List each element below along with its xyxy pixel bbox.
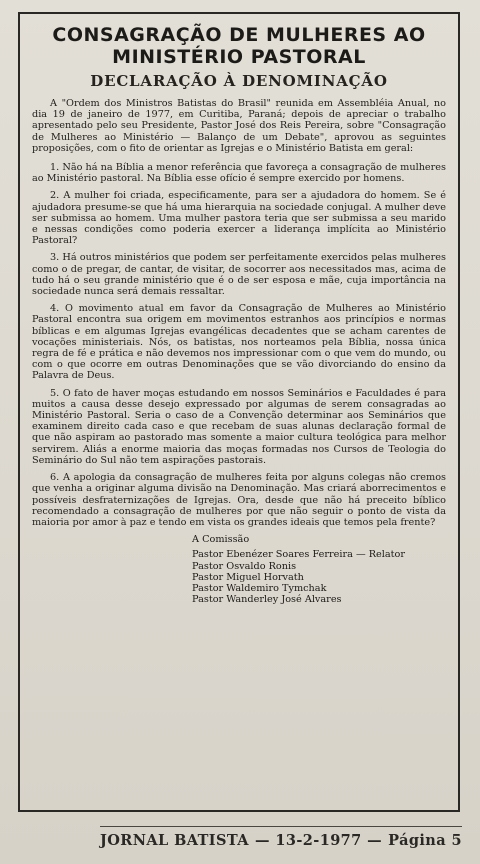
article-subtitle: DECLARAÇÃO À DENOMINAÇÃO [90,72,388,90]
point-5: 5. O fato de haver moças estudando em nossos Seminários e Faculdades é para muitos a causa desse desejo expressado por algumas de serem consagradas ao Ministério Pastoral. Seria o caso de a Convenção determinar aos Seminários que examinem direito cada caso e que recebam de suas alunas declaração formal de que não aspiram ao pastorado mas somente a maior cultura teológica para melhor servirem. Aliás a enorme maioria das moças formadas nos Cursos de Teologia do Seminário do Sul não tem aspirações pastorais. [32,387,446,466]
point-3: 3. Há outros ministérios que podem ser perfeitamente exercidos pelas mulheres como o de pregar, de cantar, de visitar, de socorrer aos necessitados mas, acima de tudo há o seu grande ministério que é o de ser esposa e mãe, cuja importância na sociedade nunca será demais ressaltar. [32,252,446,298]
article-body [32,98,446,528]
article-title [32,24,446,68]
footer-publication: JORNAL BATISTA [100,832,249,849]
page-footer [100,832,462,849]
point-4: 4. O movimento atual em favor da Consagração de Mulheres ao Ministério Pastoral encontra sua origem em movimentos estranhos aos princípios e normas bíblicas e em algumas Igrejas evangélicas decadentes que se acham carentes de vocações ministeriais. Nós, os batistas, nos norteamos pela Bíblia, nossa única regra de fé e prática e não devemos nos impressionar com o que vem do mundo, ou com o que ocorre em outras Denominações que se vão divorciando do ensino da Palavra de Deus. [32,303,446,382]
point-2: 2. A mulher foi criada, especificamente, para ser a ajudadora do homem. Se é ajudadora presume-se que há uma hierarquia na sociedade conjugal. A mulher deve ser submissa ao homem. Uma mulher pastora teria que ser submissa a seu marido e nessas condições como poderia exercer a liderança implícita ao Ministério Pastoral? [32,190,446,247]
article-frame [18,12,460,812]
intro-paragraph: A "Ordem dos Ministros Batistas do Brasil" reunida em Assembléia Anual, no dia 19 de janeiro de 1977, em Curitiba, Paraná; depois de apreciar o trabalho apresentado pelo seu Presidente, Pastor José dos Reis Pereira, sobre "Consagração de Mulheres ao Ministério — Balanço de um Debate", aprovou as seguintes proposições, com o fito de orientar as Igrejas e o Ministério Batista em geral: [32,98,446,154]
signatory-2: Pastor Osvaldo Ronis [192,560,297,572]
signatory-1: Pastor Ebenézer Soares Ferreira — Relator [192,549,405,561]
signature-block [32,534,446,605]
signatory-4: Pastor Waldemiro Tymchak [192,582,327,594]
signatory-5: Pastor Wanderley José Alvares [192,594,342,606]
footer-page: Página 5 [388,832,462,849]
point-6: 6. A apologia da consagração de mulheres feita por alguns colegas não cremos que venha a originar alguma divisão na Denominação. Mas criará aborrecimentos e possíveis desfraternizações de Igrejas. Ora, desde que não há preceito bíblico recomendado a consagração de mulheres por que não seguir o ponto de vista da maioria por amor à paz e tendo em vista os grandes ideais que temos pela frente? [32,472,446,528]
footer-date: — 13-2-1977 — [255,832,383,849]
footer-rule [100,826,462,827]
point-1: 1. Não há na Bíblia a menor referência que favoreça a consagração de mulheres ao Ministério pastoral. Na Bíblia esse ofício é sempre exercido por homens. [32,162,446,185]
signatory-3: Pastor Miguel Horvath [192,571,304,583]
title-line-1: CONSAGRAÇÃO DE MULHERES AO [52,24,426,46]
title-line-2: MINISTÉRIO PASTORAL [112,46,366,68]
signature-org: A Comissão [192,534,250,546]
